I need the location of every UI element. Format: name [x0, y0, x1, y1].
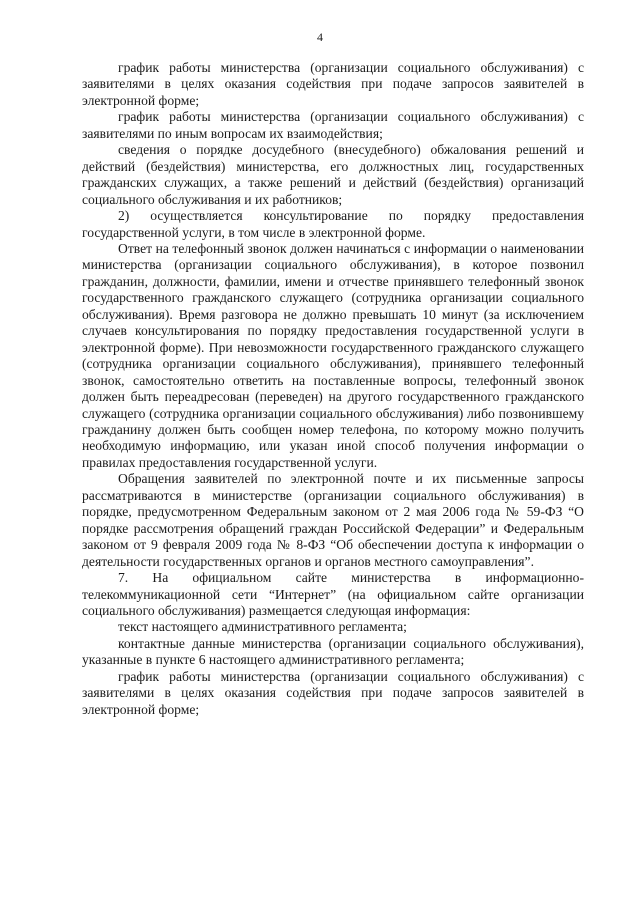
paragraph-contact-data: контактные данные министерства (организации социального обслуживания), указанные в пункте 6 настоящего административного регламента; [82, 635, 584, 668]
paragraph-section-7: 7. На официальном сайте министерства в информационно-телекоммуникационной сети “Интернет” (на официальном сайте организации социального обслуживания) размещается следующая информация: [82, 570, 584, 618]
paragraph-written-requests: Обращения заявителей по электронной почте и их письменные запросы рассматриваются в министерстве (организации социального обслуживания) в порядке, предусмотренном Федеральным законом от 2 мая 2006 года № 59-ФЗ “О порядке рассмотрения обращений граждан Российской Федерации” и Федеральным законом от 9 февраля 2009 года № 8-ФЗ “Об обеспечении доступа к информации о деятельности государственных органов и органов местного самоуправления”. [82, 471, 584, 569]
paragraph-regulation-text: текст настоящего административного регламента; [118, 619, 407, 635]
document-body [82, 60, 584, 718]
paragraph-consulting: 2) осуществляется консультирование по порядку предоставления государственной услуги, в том числе в электронной форме. [82, 208, 584, 240]
paragraph-phone-call: Ответ на телефонный звонок должен начинаться с информации о наименовании министерства (организации социального обслуживания), в которое позвонил гражданин, должности, фамилии, имени и отчестве принявшего телефонный звонок государственного гражданского служащего (сотрудника организации социального обслуживания). Время разговора не должно превышать 10 минут (за исключением случаев консультирования по порядку предоставления государственной услуги в электронной форме). При невозможности государственного гражданского служащего (сотрудника организации социального обслуживания), принявшего телефонный звонок, самостоятельно ответить на поставленные вопросы, телефонный звонок должен быть переадресован (переведен) на другого государственного гражданского служащего (сотрудника организации социального обслуживания) либо позвонившему гражданину должен быть сообщен номер телефона, по которому можно получить необходимую информацию, или указан иной способ получения информации о правилах предоставления государственной услуги. [82, 240, 584, 470]
paragraph-appeal-procedure: сведения о порядке досудебного (внесудебного) обжалования решений и действий (бездействия) министерства, его должностных лиц, государственных гражданских служащих, а также решений и действий (бездействия) организаций социального обслуживания и их работников; [82, 142, 584, 207]
paragraph-schedule-electronic-2: график работы министерства (организации социального обслуживания) с заявителями в целях оказания содействия при подаче запросов заявителей в электронной форме; [82, 668, 584, 717]
page-number: 4 [317, 30, 323, 44]
paragraph-schedule-electronic: график работы министерства (организации социального обслуживания) с заявителями в целях оказания содействия при подаче запросов заявителей в электронной форме; [82, 60, 584, 108]
paragraph-schedule-other: график работы министерства (организации социального обслуживания) с заявителями по иным вопросам их взаимодействия; [82, 109, 584, 141]
